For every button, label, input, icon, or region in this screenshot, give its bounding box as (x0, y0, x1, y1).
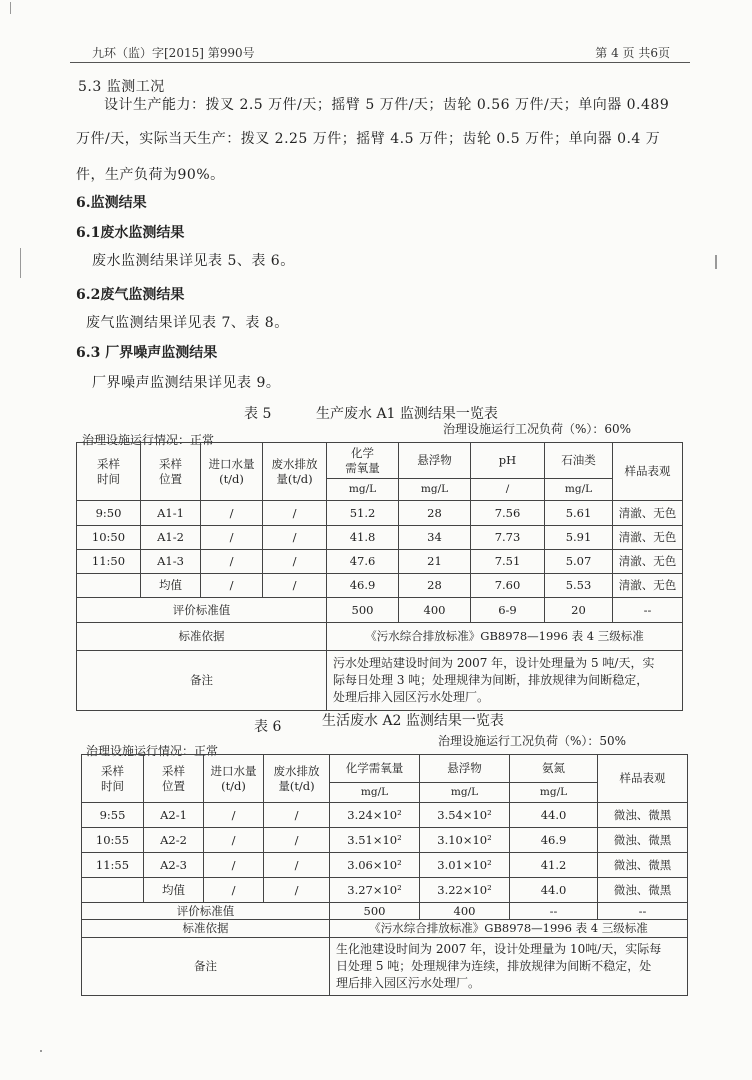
section-5-3-line-2: 万件/天，实际当天生产：拨叉 2.25 万件；摇臂 4.5 万件；齿轮 0.5 万件；单向器 0.4 万 (76, 131, 661, 147)
cell-time: 11:50 (77, 550, 141, 574)
section-6-3-text: 厂界噪声监测结果详见表 9。 (92, 375, 281, 391)
cell-outflow: / (263, 550, 327, 574)
cell-outflow: / (263, 526, 327, 550)
table-row-mean (82, 878, 688, 903)
cell-cod: 3.06×10² (330, 853, 420, 878)
standard-nh3: -- (510, 903, 598, 920)
header-cod: 化学 需氧量 (327, 443, 399, 479)
standard-cod: 500 (330, 903, 420, 920)
standard-ph: 6-9 (471, 598, 545, 623)
scan-mark (10, 2, 11, 14)
table-5-label: 表 5 (244, 406, 272, 422)
table-5-load: 治理设施运行工况负荷（%）：60% (443, 422, 632, 436)
cell-cod: 46.9 (327, 574, 399, 598)
header-oil: 石油类 (545, 443, 613, 479)
section-5-3-line-3: 件，生产负荷为90%。 (76, 167, 225, 183)
basis-text: 《污水综合排放标准》GB8978—1996 表 4 三级标准 (327, 623, 683, 651)
table-5-title: 生产废水 A1 监测结果一览表 (316, 406, 498, 422)
cell-position: A1-1 (141, 501, 201, 526)
header-sample-time: 采样 时间 (77, 443, 141, 501)
cell-time (77, 574, 141, 598)
table-row (82, 803, 688, 828)
cell-cod: 3.27×10² (330, 878, 420, 903)
table-5 (76, 442, 683, 711)
cell-oil: 5.07 (545, 550, 613, 574)
basis-text: 《污水综合排放标准》GB8978—1996 表 4 三级标准 (330, 920, 688, 938)
cell-ph: 7.51 (471, 550, 545, 574)
cell-time (82, 878, 144, 903)
header-outflow: 废水排放 量(t/d) (263, 443, 327, 501)
cell-time: 10:55 (82, 828, 144, 853)
cell-position: 均值 (141, 574, 201, 598)
cell-nh3: 44.0 (510, 803, 598, 828)
basis-label: 标准依据 (82, 920, 330, 938)
cell-position: A1-3 (141, 550, 201, 574)
scan-mark (715, 255, 717, 269)
cell-outflow: / (264, 803, 330, 828)
cell-nh3: 41.2 (510, 853, 598, 878)
table-6-label: 表 6 (254, 719, 282, 735)
cell-inflow: / (201, 501, 263, 526)
table-5-op-status: 治理设施运行情况：正常 (82, 433, 215, 447)
cell-ph: 7.60 (471, 574, 545, 598)
header-inflow: 进口水量 (t/d) (201, 443, 263, 501)
section-5-3-line-1: 设计生产能力：拨叉 2.5 万件/天；摇臂 5 万件/天；齿轮 0.56 万件/天；单向器 0.489 (104, 97, 670, 113)
cell-appearance: 微浊、微黑 (598, 878, 688, 903)
unit-nh3: mg/L (510, 783, 598, 803)
standard-appearance: -- (613, 598, 683, 623)
cell-inflow: / (204, 853, 264, 878)
table-6-title: 生活废水 A2 监测结果一览表 (322, 713, 504, 729)
cell-ss: 3.10×10² (420, 828, 510, 853)
cell-cod: 3.51×10² (330, 828, 420, 853)
cell-ph: 7.73 (471, 526, 545, 550)
remark-row (82, 938, 688, 996)
cell-cod: 3.24×10² (330, 803, 420, 828)
cell-appearance: 清澈、无色 (613, 501, 683, 526)
doc-number: 九环（监）字[2015] 第990号 (92, 46, 255, 60)
header-nh3: 氨氮 (510, 755, 598, 783)
cell-appearance: 清澈、无色 (613, 526, 683, 550)
cell-oil: 5.61 (545, 501, 613, 526)
cell-position: 均值 (144, 878, 204, 903)
standard-oil: 20 (545, 598, 613, 623)
cell-inflow: / (201, 574, 263, 598)
cell-cod: 41.8 (327, 526, 399, 550)
header-ph: pH (471, 443, 545, 479)
header-ss: 悬浮物 (399, 443, 471, 479)
table-6-op-status: 治理设施运行情况：正常 (86, 744, 219, 758)
cell-time: 9:55 (82, 803, 144, 828)
header-sample-position: 采样 位置 (144, 755, 204, 803)
table-6 (81, 754, 688, 996)
cell-appearance: 清澈、无色 (613, 574, 683, 598)
table-row (82, 828, 688, 853)
table-6-load: 治理设施运行工况负荷（%）：50% (438, 734, 627, 748)
remark-text: 生化池建设时间为 2007 年，设计处理量为 10吨/天，实际每 日处理 5 吨；处理规律为连续，排放规律为间断不稳定，处 理后排入园区污水处理厂。 (330, 938, 688, 996)
cell-ph: 7.56 (471, 501, 545, 526)
cell-ss: 3.22×10² (420, 878, 510, 903)
table-row-mean (77, 574, 683, 598)
header-inflow: 进口水量 (t/d) (204, 755, 264, 803)
cell-inflow: / (204, 828, 264, 853)
cell-appearance: 微浊、微黑 (598, 803, 688, 828)
unit-oil: mg/L (545, 479, 613, 501)
cell-oil: 5.91 (545, 526, 613, 550)
standard-label: 评价标准值 (77, 598, 327, 623)
remark-label: 备注 (77, 651, 327, 711)
remark-row (77, 651, 683, 711)
table-row (82, 853, 688, 878)
header-sample-time: 采样 时间 (82, 755, 144, 803)
page-number: 第 4 页 共6页 (595, 46, 670, 60)
unit-ss: mg/L (399, 479, 471, 501)
cell-position: A2-2 (144, 828, 204, 853)
cell-nh3: 44.0 (510, 878, 598, 903)
section-6-1-title: 6.1废水监测结果 (76, 225, 185, 241)
cell-outflow: / (263, 501, 327, 526)
cell-appearance: 微浊、微黑 (598, 853, 688, 878)
standard-ss: 400 (420, 903, 510, 920)
cell-time: 9:50 (77, 501, 141, 526)
cell-outflow: / (264, 828, 330, 853)
section-6-1-text: 废水监测结果详见表 5、表 6。 (92, 253, 295, 269)
section-6-3-title: 6.3 厂界噪声监测结果 (76, 345, 218, 361)
cell-ss: 21 (399, 550, 471, 574)
scan-mark (20, 248, 21, 278)
cell-ss: 34 (399, 526, 471, 550)
table-row (77, 501, 683, 526)
section-6-2-text: 废气监测结果详见表 7、表 8。 (86, 315, 289, 331)
cell-appearance: 清澈、无色 (613, 550, 683, 574)
cell-cod: 47.6 (327, 550, 399, 574)
cell-ss: 28 (399, 574, 471, 598)
cell-inflow: / (201, 526, 263, 550)
cell-oil: 5.53 (545, 574, 613, 598)
cell-position: A2-3 (144, 853, 204, 878)
cell-position: A2-1 (144, 803, 204, 828)
header-appearance: 样品表观 (598, 755, 688, 803)
scan-mark (40, 1050, 42, 1052)
remark-text: 污水处理站建设时间为 2007 年，设计处理量为 5 吨/天，实 际每日处理 3 吨；处理规律为间断，排放规律为间断稳定， 处理后排入园区污水处理厂。 (327, 651, 683, 711)
unit-cod: mg/L (330, 783, 420, 803)
cell-cod: 51.2 (327, 501, 399, 526)
cell-outflow: / (264, 853, 330, 878)
cell-inflow: / (204, 878, 264, 903)
cell-appearance: 微浊、微黑 (598, 828, 688, 853)
section-6-2-title: 6.2废气监测结果 (76, 287, 185, 303)
standard-ss: 400 (399, 598, 471, 623)
standard-cod: 500 (327, 598, 399, 623)
basis-row (77, 623, 683, 651)
section-5-3-title: 5.3 监测工况 (78, 79, 165, 95)
table-row (77, 550, 683, 574)
header-outflow: 废水排放 量(t/d) (264, 755, 330, 803)
standard-label: 评价标准值 (82, 903, 330, 920)
cell-ss: 3.01×10² (420, 853, 510, 878)
standard-row (77, 598, 683, 623)
basis-label: 标准依据 (77, 623, 327, 651)
header-sample-position: 采样 位置 (141, 443, 201, 501)
basis-row (82, 920, 688, 938)
cell-ss: 3.54×10² (420, 803, 510, 828)
unit-ss: mg/L (420, 783, 510, 803)
cell-outflow: / (264, 878, 330, 903)
cell-inflow: / (204, 803, 264, 828)
cell-ss: 28 (399, 501, 471, 526)
cell-position: A1-2 (141, 526, 201, 550)
section-6-title: 6.监测结果 (76, 195, 147, 211)
cell-inflow: / (201, 550, 263, 574)
cell-time: 11:55 (82, 853, 144, 878)
header-appearance: 样品表观 (613, 443, 683, 501)
cell-time: 10:50 (77, 526, 141, 550)
cell-outflow: / (263, 574, 327, 598)
unit-cod: mg/L (327, 479, 399, 501)
header-cod: 化学需氧量 (330, 755, 420, 783)
remark-label: 备注 (82, 938, 330, 996)
header-ss: 悬浮物 (420, 755, 510, 783)
table-row (77, 526, 683, 550)
unit-ph: / (471, 479, 545, 501)
standard-row (82, 903, 688, 920)
header-rule (70, 62, 690, 63)
standard-appearance: -- (598, 903, 688, 920)
cell-nh3: 46.9 (510, 828, 598, 853)
